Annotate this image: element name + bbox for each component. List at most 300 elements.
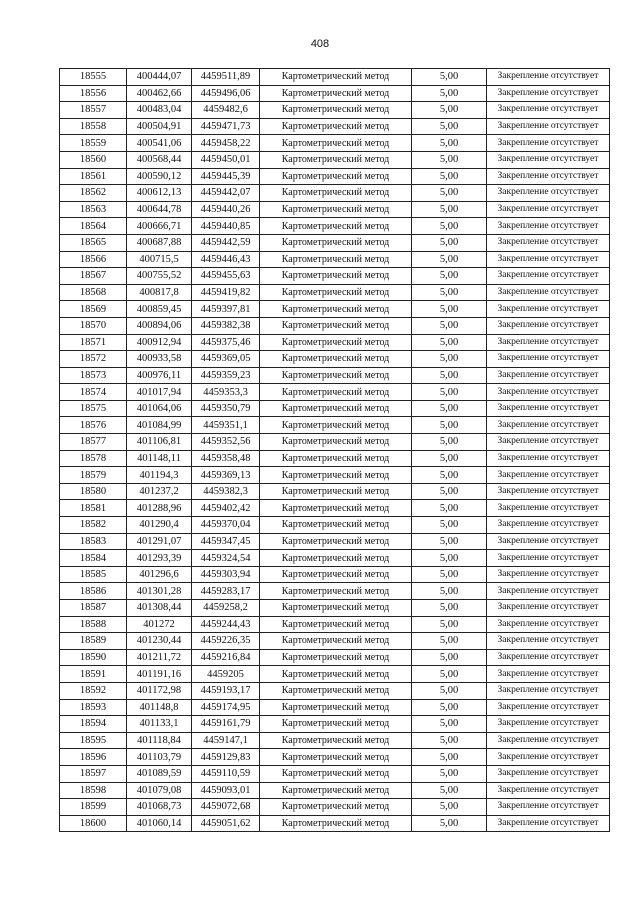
fixing-cell: Закрепление отсутствует <box>487 467 610 484</box>
error-cell: 5,00 <box>412 699 487 716</box>
point-number-cell: 18575 <box>60 400 127 417</box>
x-coordinate-cell: 401301,28 <box>127 583 192 600</box>
x-coordinate-cell: 401064,06 <box>127 400 192 417</box>
error-cell: 5,00 <box>412 201 487 218</box>
table-row <box>60 384 610 401</box>
point-number-cell: 18564 <box>60 218 127 235</box>
point-number-cell: 18578 <box>60 450 127 467</box>
table-row <box>60 301 610 318</box>
method-cell: Картометрический метод <box>260 151 412 168</box>
y-coordinate-cell: 4459347,45 <box>192 533 260 550</box>
error-cell: 5,00 <box>412 616 487 633</box>
table-row <box>60 334 610 351</box>
fixing-cell: Закрепление отсутствует <box>487 600 610 617</box>
fixing-cell: Закрепление отсутствует <box>487 815 610 832</box>
y-coordinate-cell: 4459093,01 <box>192 782 260 799</box>
fixing-cell: Закрепление отсутствует <box>487 666 610 683</box>
fixing-cell: Закрепление отсутствует <box>487 351 610 368</box>
x-coordinate-cell: 401084,99 <box>127 417 192 434</box>
fixing-cell: Закрепление отсутствует <box>487 69 610 86</box>
y-coordinate-cell: 4459496,06 <box>192 85 260 102</box>
method-cell: Картометрический метод <box>260 682 412 699</box>
fixing-cell: Закрепление отсутствует <box>487 234 610 251</box>
y-coordinate-cell: 4459358,48 <box>192 450 260 467</box>
table-row <box>60 151 610 168</box>
error-cell: 5,00 <box>412 334 487 351</box>
point-number-cell: 18593 <box>60 699 127 716</box>
table-row <box>60 716 610 733</box>
point-number-cell: 18558 <box>60 118 127 135</box>
y-coordinate-cell: 4459511,89 <box>192 69 260 86</box>
error-cell: 5,00 <box>412 351 487 368</box>
fixing-cell: Закрепление отсутствует <box>487 284 610 301</box>
method-cell: Картометрический метод <box>260 135 412 152</box>
x-coordinate-cell: 401291,07 <box>127 533 192 550</box>
error-cell: 5,00 <box>412 102 487 119</box>
method-cell: Картометрический метод <box>260 268 412 285</box>
x-coordinate-cell: 401103,79 <box>127 749 192 766</box>
fixing-cell: Закрепление отсутствует <box>487 185 610 202</box>
table-row <box>60 500 610 517</box>
error-cell: 5,00 <box>412 218 487 235</box>
table-row <box>60 749 610 766</box>
table-row <box>60 268 610 285</box>
y-coordinate-cell: 4459397,81 <box>192 301 260 318</box>
fixing-cell: Закрепление отсутствует <box>487 633 610 650</box>
point-number-cell: 18586 <box>60 583 127 600</box>
y-coordinate-cell: 4459216,84 <box>192 649 260 666</box>
method-cell: Картометрический метод <box>260 716 412 733</box>
x-coordinate-cell: 401296,6 <box>127 566 192 583</box>
table-row <box>60 699 610 716</box>
y-coordinate-cell: 4459174,95 <box>192 699 260 716</box>
method-cell: Картометрический метод <box>260 815 412 832</box>
table-row <box>60 467 610 484</box>
coordinates-table <box>59 68 610 832</box>
method-cell: Картометрический метод <box>260 616 412 633</box>
x-coordinate-cell: 400755,52 <box>127 268 192 285</box>
method-cell: Картометрический метод <box>260 301 412 318</box>
table-row <box>60 218 610 235</box>
point-number-cell: 18582 <box>60 517 127 534</box>
x-coordinate-cell: 401106,81 <box>127 434 192 451</box>
table-row <box>60 69 610 86</box>
x-coordinate-cell: 401017,94 <box>127 384 192 401</box>
method-cell: Картометрический метод <box>260 649 412 666</box>
table-row <box>60 417 610 434</box>
coordinates-table-body <box>60 69 610 832</box>
point-number-cell: 18579 <box>60 467 127 484</box>
error-cell: 5,00 <box>412 583 487 600</box>
y-coordinate-cell: 4459303,94 <box>192 566 260 583</box>
table-row <box>60 550 610 567</box>
x-coordinate-cell: 400462,66 <box>127 85 192 102</box>
x-coordinate-cell: 401148,8 <box>127 699 192 716</box>
table-row <box>60 85 610 102</box>
error-cell: 5,00 <box>412 600 487 617</box>
error-cell: 5,00 <box>412 716 487 733</box>
table-row <box>60 234 610 251</box>
table-row <box>60 251 610 268</box>
point-number-cell: 18576 <box>60 417 127 434</box>
fixing-cell: Закрепление отсутствует <box>487 649 610 666</box>
x-coordinate-cell: 401308,44 <box>127 600 192 617</box>
x-coordinate-cell: 401211,72 <box>127 649 192 666</box>
point-number-cell: 18569 <box>60 301 127 318</box>
point-number-cell: 18574 <box>60 384 127 401</box>
method-cell: Картометрический метод <box>260 185 412 202</box>
table-row <box>60 600 610 617</box>
y-coordinate-cell: 4459369,13 <box>192 467 260 484</box>
x-coordinate-cell: 401089,59 <box>127 765 192 782</box>
point-number-cell: 18581 <box>60 500 127 517</box>
y-coordinate-cell: 4459193,17 <box>192 682 260 699</box>
fixing-cell: Закрепление отсутствует <box>487 102 610 119</box>
method-cell: Картометрический метод <box>260 367 412 384</box>
y-coordinate-cell: 4459051,62 <box>192 815 260 832</box>
y-coordinate-cell: 4459147,1 <box>192 732 260 749</box>
x-coordinate-cell: 400976,11 <box>127 367 192 384</box>
error-cell: 5,00 <box>412 251 487 268</box>
fixing-cell: Закрепление отсутствует <box>487 500 610 517</box>
y-coordinate-cell: 4459446,43 <box>192 251 260 268</box>
method-cell: Картометрический метод <box>260 583 412 600</box>
error-cell: 5,00 <box>412 533 487 550</box>
error-cell: 5,00 <box>412 268 487 285</box>
table-row <box>60 666 610 683</box>
fixing-cell: Закрепление отсутствует <box>487 517 610 534</box>
method-cell: Картометрический метод <box>260 434 412 451</box>
point-number-cell: 18556 <box>60 85 127 102</box>
method-cell: Картометрический метод <box>260 168 412 185</box>
method-cell: Картометрический метод <box>260 118 412 135</box>
x-coordinate-cell: 400933,58 <box>127 351 192 368</box>
method-cell: Картометрический метод <box>260 467 412 484</box>
page-number: 408 <box>310 38 330 50</box>
method-cell: Картометрический метод <box>260 782 412 799</box>
table-row <box>60 633 610 650</box>
error-cell: 5,00 <box>412 434 487 451</box>
y-coordinate-cell: 4459440,26 <box>192 201 260 218</box>
point-number-cell: 18566 <box>60 251 127 268</box>
table-row <box>60 317 610 334</box>
point-number-cell: 18563 <box>60 201 127 218</box>
error-cell: 5,00 <box>412 234 487 251</box>
point-number-cell: 18591 <box>60 666 127 683</box>
fixing-cell: Закрепление отсутствует <box>487 417 610 434</box>
y-coordinate-cell: 4459458,22 <box>192 135 260 152</box>
method-cell: Картометрический метод <box>260 69 412 86</box>
y-coordinate-cell: 4459359,23 <box>192 367 260 384</box>
table-row <box>60 517 610 534</box>
y-coordinate-cell: 4459450,01 <box>192 151 260 168</box>
y-coordinate-cell: 4459283,17 <box>192 583 260 600</box>
fixing-cell: Закрепление отсутствует <box>487 699 610 716</box>
x-coordinate-cell: 400715,5 <box>127 251 192 268</box>
fixing-cell: Закрепление отсутствует <box>487 782 610 799</box>
method-cell: Картометрический метод <box>260 483 412 500</box>
x-coordinate-cell: 400817,8 <box>127 284 192 301</box>
error-cell: 5,00 <box>412 732 487 749</box>
error-cell: 5,00 <box>412 566 487 583</box>
point-number-cell: 18598 <box>60 782 127 799</box>
point-number-cell: 18595 <box>60 732 127 749</box>
x-coordinate-cell: 401068,73 <box>127 799 192 816</box>
fixing-cell: Закрепление отсутствует <box>487 765 610 782</box>
table-row <box>60 450 610 467</box>
method-cell: Картометрический метод <box>260 550 412 567</box>
point-number-cell: 18577 <box>60 434 127 451</box>
x-coordinate-cell: 401148,11 <box>127 450 192 467</box>
x-coordinate-cell: 401133,1 <box>127 716 192 733</box>
error-cell: 5,00 <box>412 69 487 86</box>
y-coordinate-cell: 4459455,63 <box>192 268 260 285</box>
method-cell: Картометрический метод <box>260 699 412 716</box>
table-row <box>60 815 610 832</box>
method-cell: Картометрический метод <box>260 566 412 583</box>
fixing-cell: Закрепление отсутствует <box>487 732 610 749</box>
y-coordinate-cell: 4459442,07 <box>192 185 260 202</box>
table-row <box>60 765 610 782</box>
point-number-cell: 18588 <box>60 616 127 633</box>
fixing-cell: Закрепление отсутствует <box>487 301 610 318</box>
x-coordinate-cell: 400568,44 <box>127 151 192 168</box>
fixing-cell: Закрепление отсутствует <box>487 749 610 766</box>
y-coordinate-cell: 4459226,35 <box>192 633 260 650</box>
fixing-cell: Закрепление отсутствует <box>487 201 610 218</box>
error-cell: 5,00 <box>412 749 487 766</box>
table-row <box>60 649 610 666</box>
point-number-cell: 18555 <box>60 69 127 86</box>
y-coordinate-cell: 4459072,68 <box>192 799 260 816</box>
table-row <box>60 782 610 799</box>
fixing-cell: Закрепление отсутствует <box>487 168 610 185</box>
error-cell: 5,00 <box>412 633 487 650</box>
error-cell: 5,00 <box>412 168 487 185</box>
error-cell: 5,00 <box>412 782 487 799</box>
error-cell: 5,00 <box>412 467 487 484</box>
error-cell: 5,00 <box>412 550 487 567</box>
error-cell: 5,00 <box>412 815 487 832</box>
point-number-cell: 18560 <box>60 151 127 168</box>
fixing-cell: Закрепление отсутствует <box>487 799 610 816</box>
x-coordinate-cell: 400444,07 <box>127 69 192 86</box>
x-coordinate-cell: 400859,45 <box>127 301 192 318</box>
error-cell: 5,00 <box>412 384 487 401</box>
error-cell: 5,00 <box>412 185 487 202</box>
method-cell: Картометрический метод <box>260 732 412 749</box>
fixing-cell: Закрепление отсутствует <box>487 251 610 268</box>
error-cell: 5,00 <box>412 517 487 534</box>
fixing-cell: Закрепление отсутствует <box>487 384 610 401</box>
method-cell: Картометрический метод <box>260 284 412 301</box>
table-row <box>60 566 610 583</box>
x-coordinate-cell: 400483,04 <box>127 102 192 119</box>
error-cell: 5,00 <box>412 151 487 168</box>
fixing-cell: Закрепление отсутствует <box>487 118 610 135</box>
table-row <box>60 533 610 550</box>
point-number-cell: 18594 <box>60 716 127 733</box>
fixing-cell: Закрепление отсутствует <box>487 483 610 500</box>
fixing-cell: Закрепление отсутствует <box>487 151 610 168</box>
point-number-cell: 18573 <box>60 367 127 384</box>
y-coordinate-cell: 4459161,79 <box>192 716 260 733</box>
point-number-cell: 18590 <box>60 649 127 666</box>
error-cell: 5,00 <box>412 317 487 334</box>
fixing-cell: Закрепление отсутствует <box>487 533 610 550</box>
y-coordinate-cell: 4459351,1 <box>192 417 260 434</box>
error-cell: 5,00 <box>412 799 487 816</box>
fixing-cell: Закрепление отсутствует <box>487 400 610 417</box>
method-cell: Картометрический метод <box>260 384 412 401</box>
table-row <box>60 102 610 119</box>
table-row <box>60 135 610 152</box>
table-row <box>60 118 610 135</box>
fixing-cell: Закрепление отсутствует <box>487 268 610 285</box>
point-number-cell: 18561 <box>60 168 127 185</box>
table-row <box>60 201 610 218</box>
y-coordinate-cell: 4459445,39 <box>192 168 260 185</box>
x-coordinate-cell: 401290,4 <box>127 517 192 534</box>
x-coordinate-cell: 400894,06 <box>127 317 192 334</box>
point-number-cell: 18567 <box>60 268 127 285</box>
point-number-cell: 18597 <box>60 765 127 782</box>
table-row <box>60 284 610 301</box>
y-coordinate-cell: 4459382,38 <box>192 317 260 334</box>
fixing-cell: Закрепление отсутствует <box>487 85 610 102</box>
table-row <box>60 168 610 185</box>
method-cell: Картометрический метод <box>260 799 412 816</box>
fixing-cell: Закрепление отсутствует <box>487 566 610 583</box>
method-cell: Картометрический метод <box>260 218 412 235</box>
y-coordinate-cell: 4459482,6 <box>192 102 260 119</box>
error-cell: 5,00 <box>412 649 487 666</box>
error-cell: 5,00 <box>412 666 487 683</box>
method-cell: Картометрический метод <box>260 351 412 368</box>
table-row <box>60 799 610 816</box>
table-row <box>60 682 610 699</box>
table-row <box>60 351 610 368</box>
table-row <box>60 483 610 500</box>
point-number-cell: 18592 <box>60 682 127 699</box>
error-cell: 5,00 <box>412 284 487 301</box>
point-number-cell: 18589 <box>60 633 127 650</box>
y-coordinate-cell: 4459129,83 <box>192 749 260 766</box>
point-number-cell: 18565 <box>60 234 127 251</box>
error-cell: 5,00 <box>412 85 487 102</box>
point-number-cell: 18570 <box>60 317 127 334</box>
method-cell: Картометрический метод <box>260 500 412 517</box>
y-coordinate-cell: 4459369,05 <box>192 351 260 368</box>
method-cell: Картометрический метод <box>260 600 412 617</box>
error-cell: 5,00 <box>412 483 487 500</box>
method-cell: Картометрический метод <box>260 400 412 417</box>
error-cell: 5,00 <box>412 367 487 384</box>
y-coordinate-cell: 4459205 <box>192 666 260 683</box>
x-coordinate-cell: 400590,12 <box>127 168 192 185</box>
error-cell: 5,00 <box>412 450 487 467</box>
x-coordinate-cell: 401293,39 <box>127 550 192 567</box>
error-cell: 5,00 <box>412 301 487 318</box>
method-cell: Картометрический метод <box>260 765 412 782</box>
table-row <box>60 732 610 749</box>
fixing-cell: Закрепление отсутствует <box>487 616 610 633</box>
method-cell: Картометрический метод <box>260 85 412 102</box>
x-coordinate-cell: 401194,3 <box>127 467 192 484</box>
error-cell: 5,00 <box>412 500 487 517</box>
error-cell: 5,00 <box>412 682 487 699</box>
point-number-cell: 18584 <box>60 550 127 567</box>
x-coordinate-cell: 401118,84 <box>127 732 192 749</box>
point-number-cell: 18568 <box>60 284 127 301</box>
x-coordinate-cell: 400612,13 <box>127 185 192 202</box>
y-coordinate-cell: 4459402,42 <box>192 500 260 517</box>
point-number-cell: 18585 <box>60 566 127 583</box>
x-coordinate-cell: 401191,16 <box>127 666 192 683</box>
fixing-cell: Закрепление отсутствует <box>487 367 610 384</box>
point-number-cell: 18572 <box>60 351 127 368</box>
fixing-cell: Закрепление отсутствует <box>487 334 610 351</box>
fixing-cell: Закрепление отсутствует <box>487 716 610 733</box>
point-number-cell: 18557 <box>60 102 127 119</box>
point-number-cell: 18562 <box>60 185 127 202</box>
method-cell: Картометрический метод <box>260 533 412 550</box>
fixing-cell: Закрепление отсутствует <box>487 682 610 699</box>
table-row <box>60 616 610 633</box>
method-cell: Картометрический метод <box>260 102 412 119</box>
method-cell: Картометрический метод <box>260 334 412 351</box>
fixing-cell: Закрепление отсутствует <box>487 583 610 600</box>
method-cell: Картометрический метод <box>260 417 412 434</box>
method-cell: Картометрический метод <box>260 666 412 683</box>
x-coordinate-cell: 401237,2 <box>127 483 192 500</box>
point-number-cell: 18587 <box>60 600 127 617</box>
y-coordinate-cell: 4459471,73 <box>192 118 260 135</box>
x-coordinate-cell: 400912,94 <box>127 334 192 351</box>
y-coordinate-cell: 4459350,79 <box>192 400 260 417</box>
y-coordinate-cell: 4459375,46 <box>192 334 260 351</box>
fixing-cell: Закрепление отсутствует <box>487 218 610 235</box>
table-row <box>60 367 610 384</box>
x-coordinate-cell: 401288,96 <box>127 500 192 517</box>
y-coordinate-cell: 4459244,43 <box>192 616 260 633</box>
x-coordinate-cell: 401079,08 <box>127 782 192 799</box>
x-coordinate-cell: 401060,14 <box>127 815 192 832</box>
point-number-cell: 18580 <box>60 483 127 500</box>
x-coordinate-cell: 400666,71 <box>127 218 192 235</box>
method-cell: Картометрический метод <box>260 517 412 534</box>
fixing-cell: Закрепление отсутствует <box>487 317 610 334</box>
method-cell: Картометрический метод <box>260 201 412 218</box>
method-cell: Картометрический метод <box>260 450 412 467</box>
method-cell: Картометрический метод <box>260 317 412 334</box>
error-cell: 5,00 <box>412 765 487 782</box>
y-coordinate-cell: 4459382,3 <box>192 483 260 500</box>
x-coordinate-cell: 400687,88 <box>127 234 192 251</box>
y-coordinate-cell: 4459442,59 <box>192 234 260 251</box>
y-coordinate-cell: 4459440,85 <box>192 218 260 235</box>
error-cell: 5,00 <box>412 118 487 135</box>
x-coordinate-cell: 400541,06 <box>127 135 192 152</box>
y-coordinate-cell: 4459324,54 <box>192 550 260 567</box>
method-cell: Картометрический метод <box>260 234 412 251</box>
fixing-cell: Закрепление отсутствует <box>487 135 610 152</box>
point-number-cell: 18571 <box>60 334 127 351</box>
y-coordinate-cell: 4459353,3 <box>192 384 260 401</box>
x-coordinate-cell: 401272 <box>127 616 192 633</box>
fixing-cell: Закрепление отсутствует <box>487 434 610 451</box>
table-row <box>60 434 610 451</box>
